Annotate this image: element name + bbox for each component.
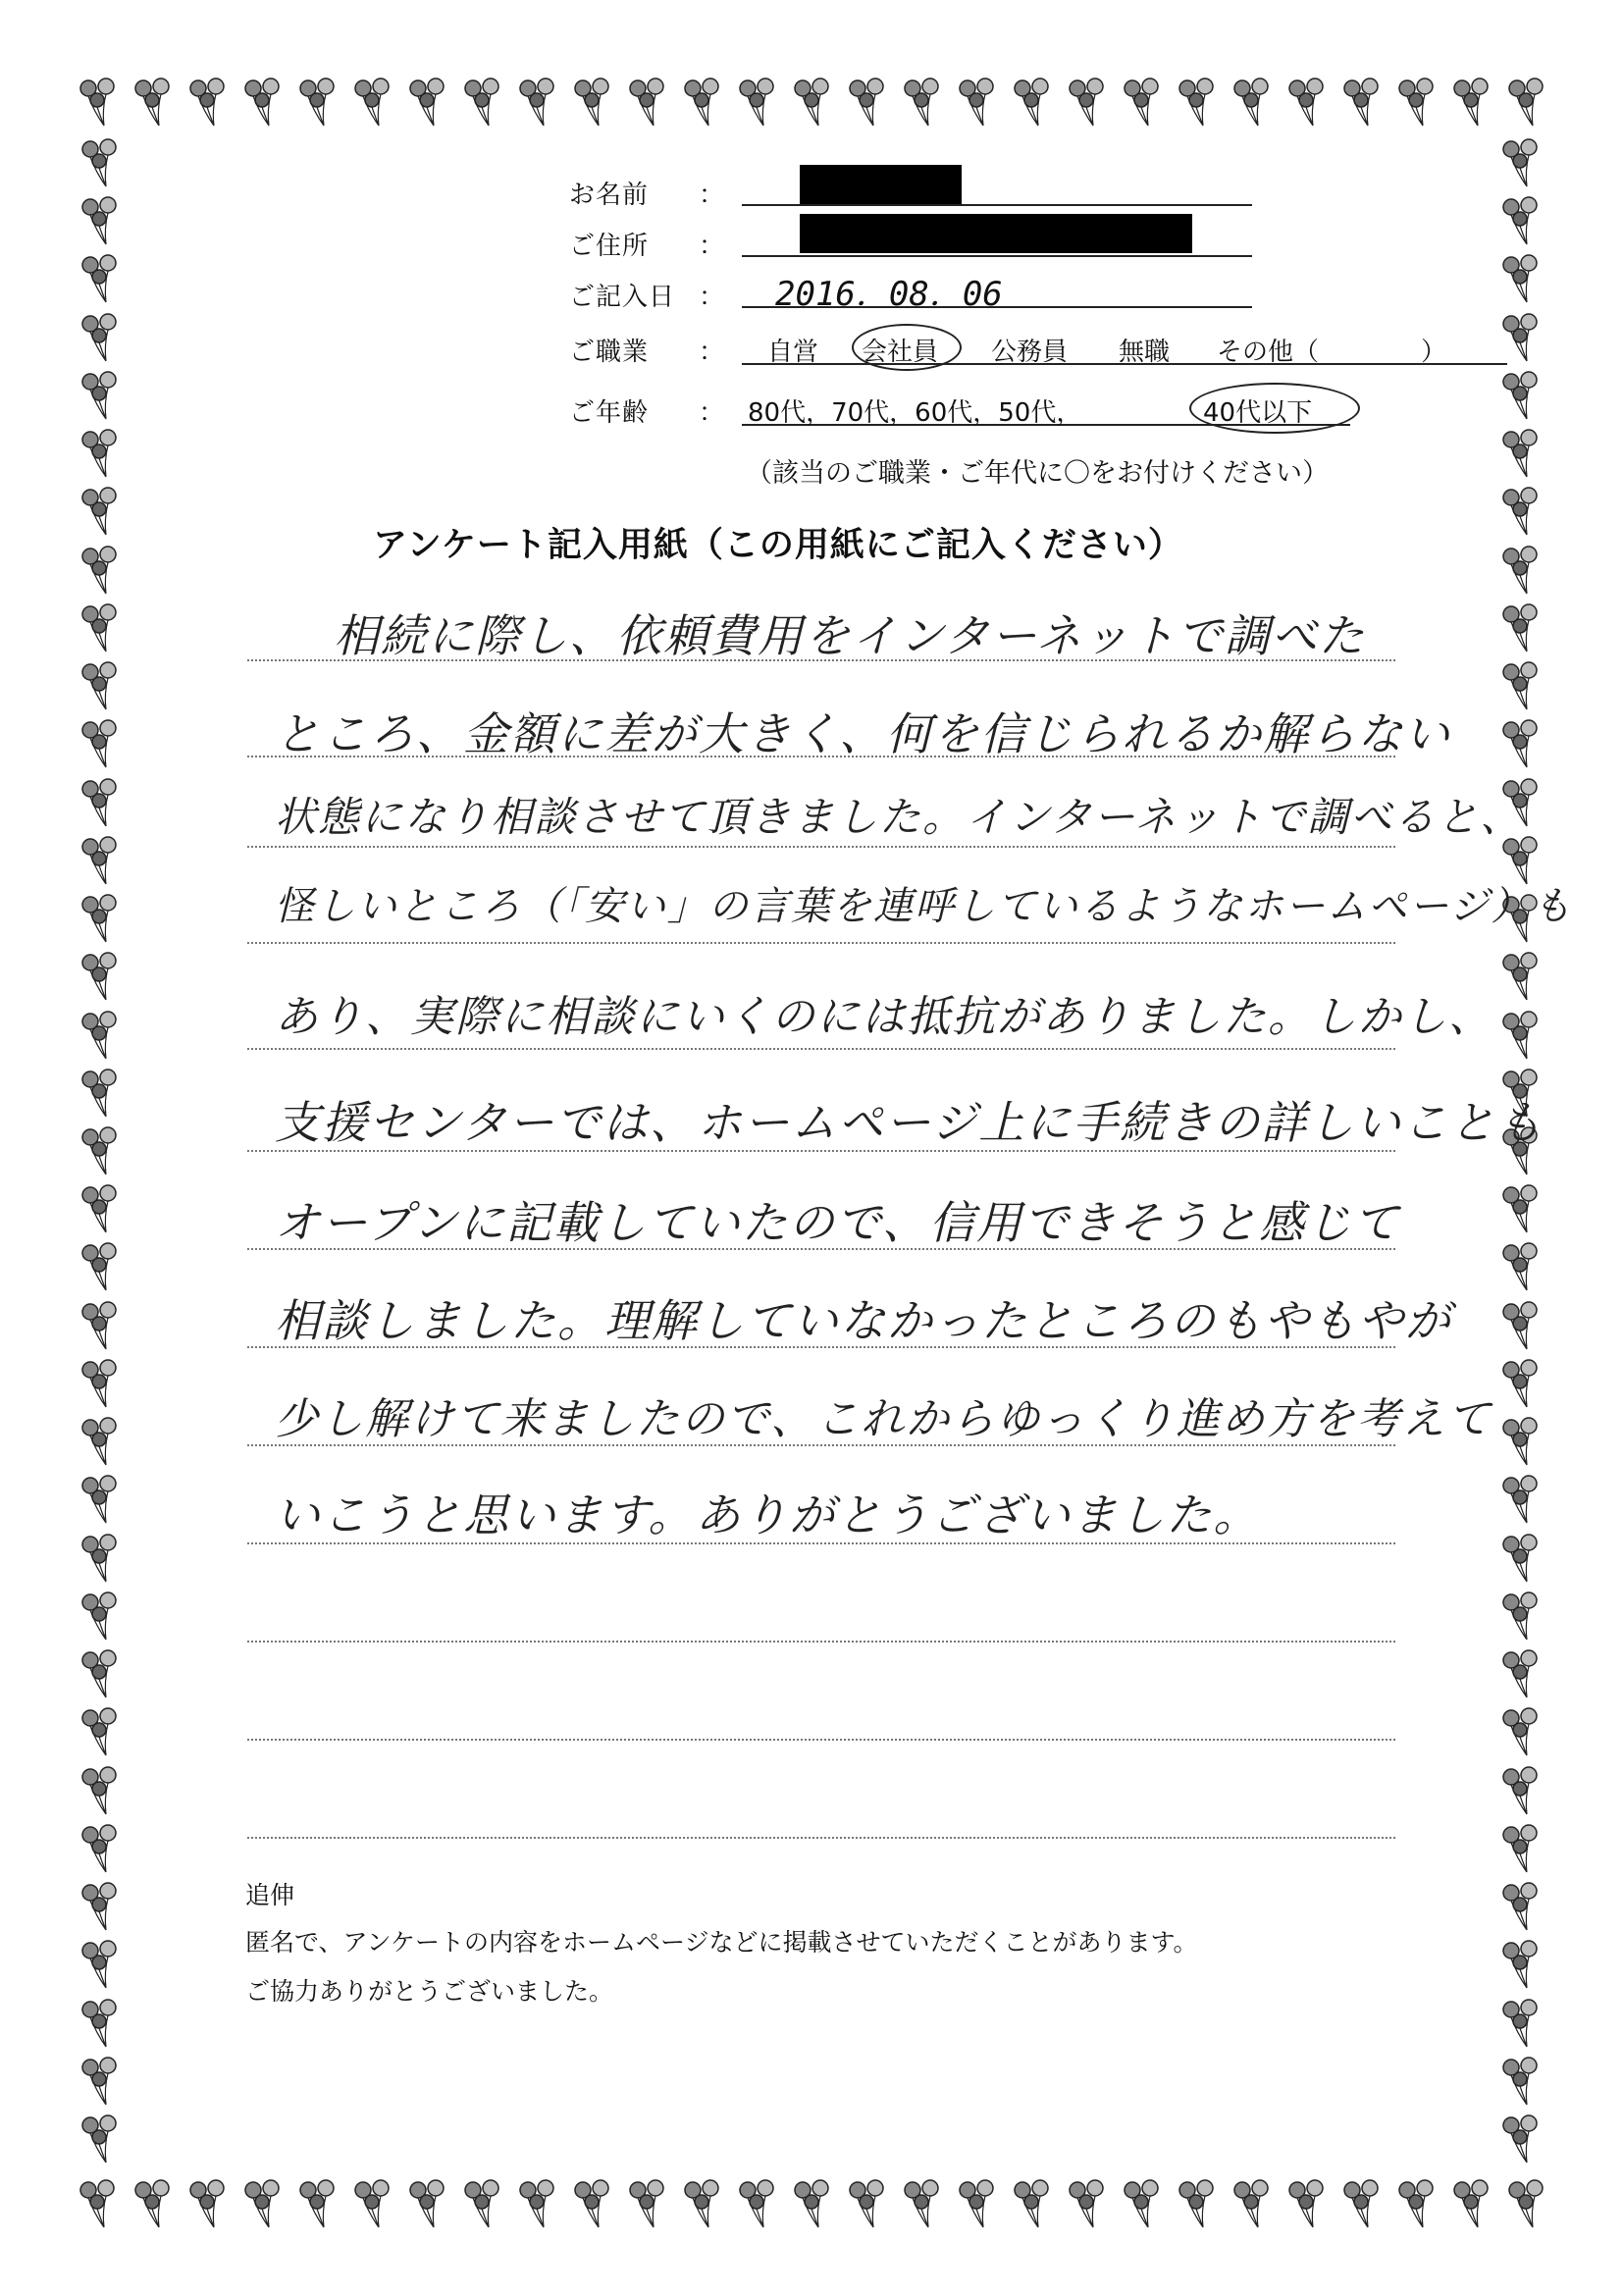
balloon-icon (79, 1823, 122, 1878)
balloon-icon (461, 2178, 504, 2233)
balloon-icon (79, 602, 122, 657)
border-bottom (77, 2178, 1548, 2233)
occupation-label: ご職業 (569, 338, 650, 367)
balloon-icon (1499, 660, 1543, 715)
ps-label: 追伸 (245, 1881, 295, 1909)
balloon-icon (1285, 77, 1329, 131)
balloon-icon (79, 1300, 122, 1355)
balloon-icon (1011, 77, 1054, 131)
balloon-icon (1499, 718, 1543, 773)
balloon-icon (1499, 1416, 1543, 1471)
balloon-icon (1499, 1241, 1543, 1296)
balloon-icon (79, 1068, 122, 1122)
name-redaction (800, 165, 962, 204)
balloon-icon (1505, 2178, 1548, 2233)
balloon-icon (1499, 1939, 1543, 1994)
balloon-icon (79, 1533, 122, 1588)
balloon-icon (79, 2113, 122, 2168)
balloon-icon (1499, 312, 1543, 367)
answer-line: オープンに記載していたので、信用できそうと感じて (275, 1196, 1400, 1249)
balloon-icon (1230, 77, 1274, 131)
balloon-icon (79, 486, 122, 541)
date-colon: ： (699, 283, 725, 312)
balloon-icon (1499, 1474, 1543, 1529)
balloon-icon (1395, 2178, 1439, 2233)
balloon-icon (791, 2178, 834, 2233)
balloon-icon (79, 1998, 122, 2053)
answer-line: 少し解けて来ましたので、これからゆっくり進め方を考えて (275, 1394, 1492, 1444)
balloon-icon (571, 77, 614, 131)
balloon-icon (1499, 195, 1543, 250)
age-colon: ： (699, 398, 725, 428)
address-field[interactable] (742, 255, 1252, 257)
balloon-icon (901, 2178, 944, 2233)
balloon-icon (79, 777, 122, 832)
answer-line: 怪しいところ（「安い」の言葉を連呼しているようなホームページ）も (275, 884, 1574, 929)
balloon-icon (186, 77, 230, 131)
balloon-icon (79, 1765, 122, 1820)
balloon-icon (1499, 1300, 1543, 1355)
ruled-line (247, 942, 1395, 944)
balloon-icon (1121, 2178, 1164, 2233)
answer-line: 相談しました。理解していなかったところのもやもやが (275, 1294, 1452, 1347)
balloon-icon (79, 428, 122, 483)
balloon-icon (1499, 137, 1543, 192)
balloon-icon (681, 77, 724, 131)
balloon-icon (1499, 951, 1543, 1006)
balloon-icon (1499, 1591, 1543, 1645)
balloon-icon (79, 660, 122, 715)
balloon-icon (681, 2178, 724, 2233)
balloon-icon (736, 77, 779, 131)
ruled-line (247, 1837, 1395, 1839)
balloon-icon (406, 2178, 449, 2233)
occupation-option-company[interactable]: 会社員 (862, 338, 939, 367)
balloon-icon (79, 137, 122, 192)
balloon-icon (1499, 370, 1543, 425)
ruled-line (247, 1641, 1395, 1643)
occupation-option-unemployed[interactable]: 無職 (1119, 338, 1171, 367)
balloon-icon (1285, 2178, 1329, 2233)
balloon-icon (79, 312, 122, 367)
age-label: ご年齢 (569, 398, 650, 428)
age-selected-circle (1189, 383, 1360, 434)
balloon-icon (241, 2178, 285, 2233)
balloon-icon (956, 2178, 999, 2233)
balloon-icon (296, 77, 340, 131)
answer-line: 支援センターでは、ホームページ上に手続きの詳しいことも (275, 1096, 1544, 1149)
ruled-line (247, 1048, 1395, 1050)
name-label: お名前 (569, 181, 650, 210)
balloon-icon (1499, 1358, 1543, 1413)
balloon-icon (79, 1939, 122, 1994)
balloon-icon (1499, 1998, 1543, 2053)
balloon-icon (1450, 77, 1493, 131)
balloon-icon (1499, 1533, 1543, 1588)
border-right (1499, 137, 1543, 2168)
answer-line: ところ、金額に差が大きく、何を信じられるか解らない (275, 707, 1452, 760)
balloon-icon (461, 77, 504, 131)
occupation-selected-circle (852, 324, 962, 371)
balloon-icon (351, 2178, 394, 2233)
answer-line: 状態になり相談させて頂きました。インターネットで調べると、 (275, 793, 1524, 841)
balloon-icon (79, 370, 122, 425)
balloon-icon (77, 77, 120, 131)
balloon-icon (79, 1706, 122, 1761)
balloon-icon (1499, 1881, 1543, 1936)
date-label: ご記入日 (569, 283, 676, 312)
balloon-icon (79, 1010, 122, 1065)
balloon-icon (79, 1125, 122, 1180)
balloon-icon (1499, 1010, 1543, 1065)
balloon-icon (1340, 2178, 1384, 2233)
balloon-icon (1066, 77, 1109, 131)
thanks-text: ご協力ありがとうございました。 (245, 1977, 614, 2006)
balloon-icon (1499, 1183, 1543, 1238)
date-value: 2016．08．06 (775, 275, 1003, 314)
balloon-icon (79, 1591, 122, 1645)
balloon-icon (79, 2056, 122, 2111)
balloon-icon (131, 77, 175, 131)
age-option-40-under[interactable]: 40代以下 (1203, 398, 1313, 428)
balloon-icon (1499, 2113, 1543, 2168)
balloon-icon (79, 1881, 122, 1936)
balloon-icon (1395, 77, 1439, 131)
balloon-icon (241, 77, 285, 131)
balloon-icon (79, 1241, 122, 1296)
answer-line: あり、実際に相談にいくのには抵抗がありました。しかし、 (275, 992, 1493, 1042)
balloon-icon (1499, 2056, 1543, 2111)
balloon-icon (1066, 2178, 1109, 2233)
balloon-icon (79, 253, 122, 308)
balloon-icon (1499, 602, 1543, 657)
balloon-icon (901, 77, 944, 131)
balloon-icon (736, 2178, 779, 2233)
balloon-icon (626, 2178, 669, 2233)
name-field[interactable] (742, 204, 1252, 206)
balloon-icon (1450, 2178, 1493, 2233)
survey-title: アンケート記入用紙（この用紙にご記入ください） (373, 526, 1183, 565)
balloon-icon (1176, 2178, 1219, 2233)
name-colon: ： (699, 181, 725, 210)
balloon-icon (1176, 77, 1219, 131)
balloon-icon (79, 835, 122, 890)
selection-note: （該当のご職業・ご年代に〇をお付けください） (746, 458, 1329, 489)
ruled-line (247, 846, 1395, 848)
balloon-icon (1011, 2178, 1054, 2233)
occupation-colon: ： (699, 338, 725, 367)
balloon-icon (79, 195, 122, 250)
balloon-icon (79, 1183, 122, 1238)
balloon-icon (79, 951, 122, 1006)
balloon-icon (1121, 77, 1164, 131)
answer-line: いこうと思います。ありがとうございました。 (275, 1488, 1261, 1541)
age-options[interactable]: 80代，70代，60代，50代， (748, 398, 1082, 428)
balloon-icon (1505, 77, 1548, 131)
border-top (77, 77, 1548, 131)
balloon-icon (1230, 2178, 1274, 2233)
balloon-icon (1499, 1823, 1543, 1878)
balloon-icon (1499, 545, 1543, 600)
balloon-icon (956, 77, 999, 131)
occupation-option-self[interactable]: 自営 (767, 338, 819, 367)
balloon-icon (186, 2178, 230, 2233)
occupation-option-public[interactable]: 公務員 (991, 338, 1069, 367)
balloon-icon (77, 2178, 120, 2233)
balloon-icon (79, 1474, 122, 1529)
balloon-icon (1499, 486, 1543, 541)
answer-line: 相続に際し、依頼費用をインターネットで調べた (334, 609, 1366, 662)
address-colon: ： (699, 232, 725, 261)
balloon-icon (846, 77, 889, 131)
balloon-icon (1499, 1765, 1543, 1820)
balloon-icon (1499, 1706, 1543, 1761)
balloon-icon (571, 2178, 614, 2233)
ruled-line (247, 1739, 1395, 1741)
balloon-icon (131, 2178, 175, 2233)
address-label: ご住所 (569, 232, 650, 261)
occupation-option-other[interactable]: その他（ ） (1217, 338, 1447, 367)
balloon-icon (626, 77, 669, 131)
balloon-icon (79, 545, 122, 600)
publication-notice: 匿名で、アンケートの内容をホームページなどに掲載させていただくことがあります。 (245, 1928, 1198, 1957)
balloon-icon (79, 893, 122, 948)
balloon-icon (296, 2178, 340, 2233)
balloon-icon (1499, 253, 1543, 308)
balloon-icon (79, 1416, 122, 1471)
balloon-icon (1499, 428, 1543, 483)
balloon-icon (516, 2178, 559, 2233)
balloon-icon (79, 1358, 122, 1413)
balloon-icon (791, 77, 834, 131)
balloon-icon (516, 77, 559, 131)
balloon-icon (406, 77, 449, 131)
balloon-icon (351, 77, 394, 131)
balloon-icon (1499, 1648, 1543, 1703)
balloon-icon (846, 2178, 889, 2233)
balloon-icon (79, 1648, 122, 1703)
balloon-icon (79, 718, 122, 773)
address-redaction (800, 214, 1192, 253)
balloon-icon (1340, 77, 1384, 131)
border-left (79, 137, 122, 2168)
